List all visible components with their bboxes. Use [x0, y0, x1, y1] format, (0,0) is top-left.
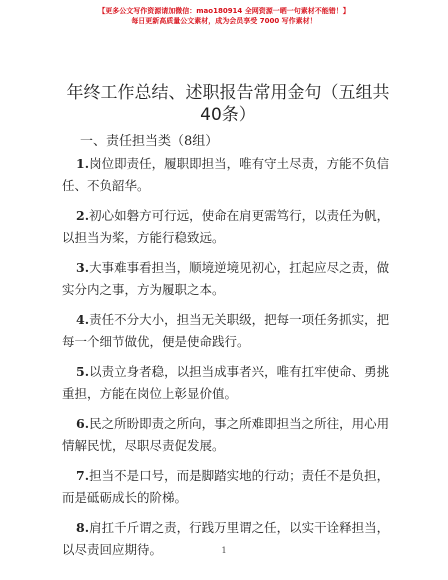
list-item [62, 153, 392, 197]
item-text: 民之所盼即责之所向，事之所难即担当之所往，用心用情解民忧，尽职尽责促发展。 [62, 416, 390, 453]
item-text: 担当不是口号，而是脚踏实地的行动；责任不是负担，而是砥砺成长的阶梯。 [62, 468, 390, 505]
item-number: 2. [76, 208, 90, 223]
item-number: 8. [76, 520, 90, 535]
item-text: 以责立身者稳，以担当成事者兴，唯有扛牢使命、勇挑重担，方能在岗位上彰显价值。 [62, 364, 390, 401]
item-number: 4. [76, 312, 90, 327]
list-item [62, 257, 392, 301]
item-number: 1. [76, 156, 90, 171]
item-number: 6. [76, 416, 90, 431]
list-item [62, 309, 392, 353]
item-text: 初心如磐方可行远，使命在肩更需笃行，以责任为帆，以担当为桨，方能行稳致远。 [62, 208, 390, 245]
item-text: 责任不分大小，担当无关职级，把每一项任务抓实，把每一个细节做优，便是使命践行。 [62, 312, 390, 349]
list-item [62, 205, 392, 249]
promo-banner-line-2: 每日更新高质量公文素材，成为会员享受 7000 写作素材！ [131, 17, 317, 25]
page-number: 1 [221, 546, 227, 555]
item-list [62, 153, 392, 569]
item-text: 岗位即责任，履职即担当，唯有守土尽责，方能不负信任、不负韶华。 [62, 156, 390, 193]
list-item [62, 413, 392, 457]
item-number: 5. [76, 364, 90, 379]
promo-banner [0, 6, 448, 26]
promo-banner-line-1: 【更多公文写作资源请加微信：mao180914 全网资源一晒一句素材不能错！】 [98, 7, 350, 15]
item-number: 7. [76, 468, 90, 483]
document-title: 年终工作总结、述职报告常用金句（五组共40条） [66, 83, 390, 125]
list-item [62, 465, 392, 509]
item-text: 肩扛千斤谓之责，行践万里谓之任，以实干诠释担当，以尽责回应期待。 [62, 520, 390, 557]
item-text: 大事难事看担当，顺境逆境见初心，扛起应尽之责，做实分内之事，方为履职之本。 [62, 260, 390, 297]
item-number: 3. [76, 260, 90, 275]
section-heading: 一、责任担当类（8组） [80, 134, 219, 149]
list-item [62, 361, 392, 405]
